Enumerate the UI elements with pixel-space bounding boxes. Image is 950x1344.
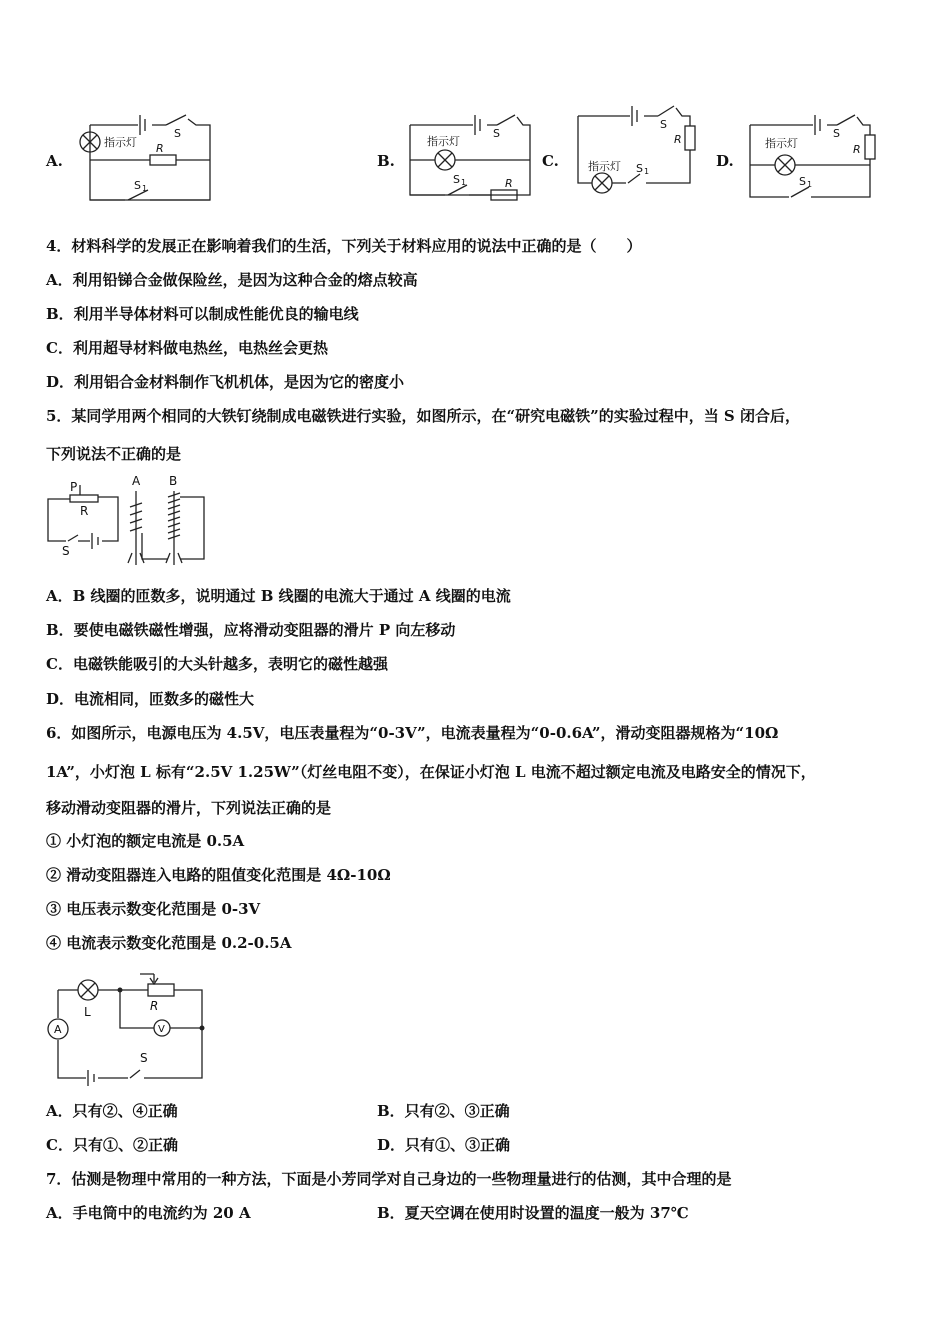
- switch1-label: S: [134, 179, 141, 192]
- q5-option-b[interactable]: B．要使电磁铁磁性增强，应将滑动变阻器的滑片 P 向左移动: [46, 621, 456, 639]
- lamp-label: 指示灯: [765, 137, 798, 150]
- slider-p-label: P: [70, 480, 78, 494]
- switch1-label: S: [453, 173, 460, 186]
- q5-option-a[interactable]: A．B 线圈的匝数多，说明通过 B 线圈的电流大于通过 A 线圈的电流: [46, 587, 511, 605]
- lamp-label: 指示灯: [588, 160, 621, 173]
- q3-option-a-label: A.: [46, 152, 63, 170]
- q7-option-b[interactable]: B．夏天空调在使用时设置的温度一般为 37℃: [377, 1204, 689, 1222]
- q6-stem-line2: 1A”，小灯泡 L 标有“2.5V 1.25W”（灯丝电阻不变），在保证小灯泡 L 电流不超过额定电流及电路安全的情况下，: [46, 763, 816, 781]
- q3-option-b-label: B.: [377, 152, 395, 170]
- switch1-sub: 1: [461, 178, 467, 187]
- q6-statement-4: ④ 电流表示数变化范围是 0.2-0.5A: [46, 934, 292, 952]
- q6-statement-2: ② 滑动变阻器连入电路的阻值变化范围是 4Ω-10Ω: [46, 866, 391, 884]
- q5-electromagnet-figure: [44, 473, 214, 573]
- switch1-sub: 1: [644, 167, 650, 176]
- q4-option-b[interactable]: B．利用半导体材料可以制成性能优良的输电线: [46, 305, 359, 323]
- lamp-label: 指示灯: [427, 135, 460, 148]
- lamp-label: 指示灯: [104, 136, 137, 149]
- q5-option-d[interactable]: D．电流相同，匝数多的磁性大: [46, 690, 255, 708]
- q3-circuit-d: [745, 105, 880, 205]
- q6-stem-line1: 6．如图所示，电源电压为 4.5V，电压表量程为“0-3V”，电流表量程为“0-0.6A”，滑动变阻器规格为“10Ω: [46, 724, 779, 742]
- resistor-label: R: [156, 142, 164, 155]
- q6-stem-line3: 移动滑动变阻器的滑片，下列说法正确的是: [46, 799, 332, 817]
- q7-option-a[interactable]: A．手电筒中的电流约为 20 A: [46, 1204, 251, 1222]
- q6-option-d[interactable]: D．只有①、③正确: [377, 1136, 511, 1154]
- switch-label: S: [833, 127, 840, 140]
- q6-circuit-figure: [44, 968, 214, 1083]
- voltmeter-v-label: V: [158, 1024, 165, 1035]
- q6-option-c[interactable]: C．只有①、②正确: [46, 1136, 178, 1154]
- ammeter-a-label: A: [54, 1023, 62, 1036]
- switch1-label: S: [636, 162, 643, 175]
- magnet-b-label: B: [169, 474, 178, 488]
- switch-label: S: [493, 127, 500, 140]
- q7-stem: 7．估测是物理中常用的一种方法，下面是小芳同学对自己身边的一些物理量进行的估测，其中合理的是: [46, 1170, 732, 1188]
- q3-circuit-a: [70, 105, 220, 205]
- switch-label: S: [660, 118, 667, 131]
- resistor-label: R: [853, 143, 861, 156]
- rheostat-r-label: R: [150, 999, 159, 1013]
- switch1-sub: 1: [807, 180, 813, 189]
- switch-label: S: [174, 127, 181, 140]
- q6-statement-1: ① 小灯泡的额定电流是 0.5A: [46, 832, 245, 850]
- resistor-label: R: [674, 133, 682, 146]
- switch-s-label: S: [140, 1051, 148, 1065]
- q5-stem-line2: 下列说法不正确的是: [46, 445, 182, 463]
- lamp-l-label: L: [84, 1005, 91, 1019]
- q6-option-a[interactable]: A．只有②、④正确: [46, 1102, 178, 1120]
- q6-statement-3: ③ 电压表示数变化范围是 0-3V: [46, 900, 261, 918]
- q5-stem-line1: 5．某同学用两个相同的大铁钉绕制成电磁铁进行实验，如图所示，在“研究电磁铁”的实验过程中，当 S 闭合后，: [46, 407, 800, 425]
- q3-option-c-label: C.: [542, 152, 559, 170]
- switch1-label: S: [799, 175, 806, 188]
- q3-circuit-c: [570, 98, 700, 198]
- q3-circuit-b: [405, 105, 535, 200]
- q4-stem: 4．材料科学的发展正在影响着我们的生活，下列关于材料应用的说法中正确的是（ ）: [46, 237, 642, 255]
- q5-option-c[interactable]: C．电磁铁能吸引的大头针越多，表明它的磁性越强: [46, 655, 388, 673]
- rheostat-label: R: [80, 504, 89, 518]
- resistor-label: R: [505, 177, 513, 190]
- q4-option-a[interactable]: A．利用铅锑合金做保险丝，是因为这种合金的熔点较高: [46, 271, 418, 289]
- q4-option-c[interactable]: C．利用超导材料做电热丝，电热丝会更热: [46, 339, 328, 357]
- q6-option-b[interactable]: B．只有②、③正确: [377, 1102, 510, 1120]
- switch-label: S: [62, 544, 70, 558]
- q3-option-d-label: D.: [716, 152, 734, 170]
- switch1-sub: 1: [142, 184, 148, 193]
- magnet-a-label: A: [132, 474, 141, 488]
- q4-option-d[interactable]: D．利用铝合金材料制作飞机机体，是因为它的密度小: [46, 373, 405, 391]
